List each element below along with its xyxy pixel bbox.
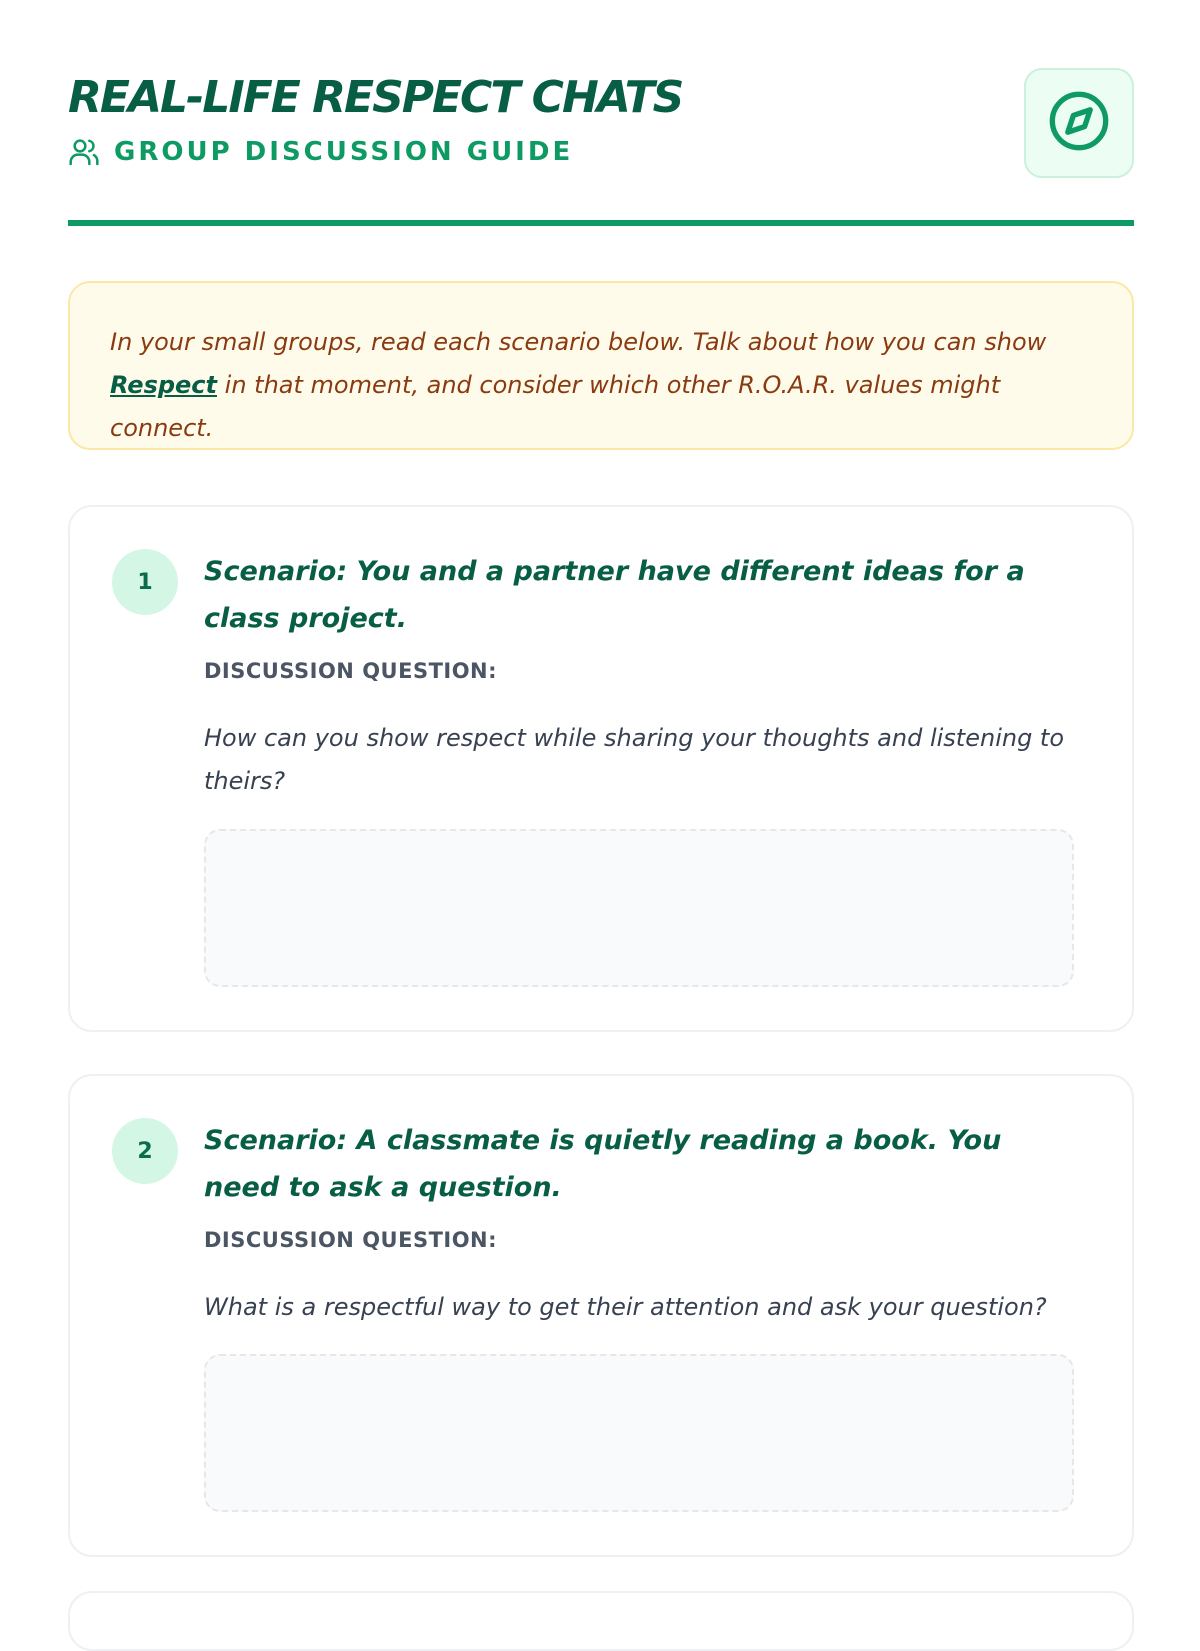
scenario-title: Scenario: You and a partner have different ideas for a class project.	[204, 556, 1025, 634]
header-divider	[68, 220, 1134, 226]
compass-icon	[1047, 89, 1111, 157]
scenario-card	[68, 505, 1134, 1032]
answer-box[interactable]	[204, 1354, 1074, 1512]
header	[68, 0, 1134, 226]
intro-highlight-respect: Respect	[110, 371, 218, 399]
scenario-number-badge: 1	[112, 549, 178, 615]
discussion-question-text: What is a respectful way to get their attention and ask your question?	[204, 1293, 1047, 1321]
scenario-number-badge: 2	[112, 1118, 178, 1184]
scenario-card-partial	[68, 1591, 1134, 1651]
page-subtitle	[68, 136, 573, 168]
discussion-question-text: How can you show respect while sharing your thoughts and listening to theirs?	[204, 724, 1065, 795]
discussion-question-label: DISCUSSION QUESTION:	[204, 1228, 498, 1252]
subtitle-text: GROUP DISCUSSION GUIDE	[114, 137, 574, 167]
intro-text-after: in that moment, and consider which other R.O.A.R. values might connect.	[110, 371, 1001, 442]
compass-button[interactable]	[1024, 68, 1134, 178]
page	[68, 0, 1134, 1321]
discussion-question-label: DISCUSSION QUESTION:	[204, 659, 498, 683]
intro-text-before: In your small groups, read each scenario below. Talk about how you can show	[110, 328, 1047, 356]
answer-box[interactable]	[204, 829, 1074, 987]
scenario-card	[68, 1074, 1134, 1557]
users-icon	[68, 136, 100, 168]
scenario-title: Scenario: A classmate is quietly reading a book. You need to ask a question.	[204, 1125, 1002, 1203]
intro-note	[68, 281, 1134, 450]
page-title: REAL-LIFE RESPECT CHATS	[68, 72, 683, 123]
